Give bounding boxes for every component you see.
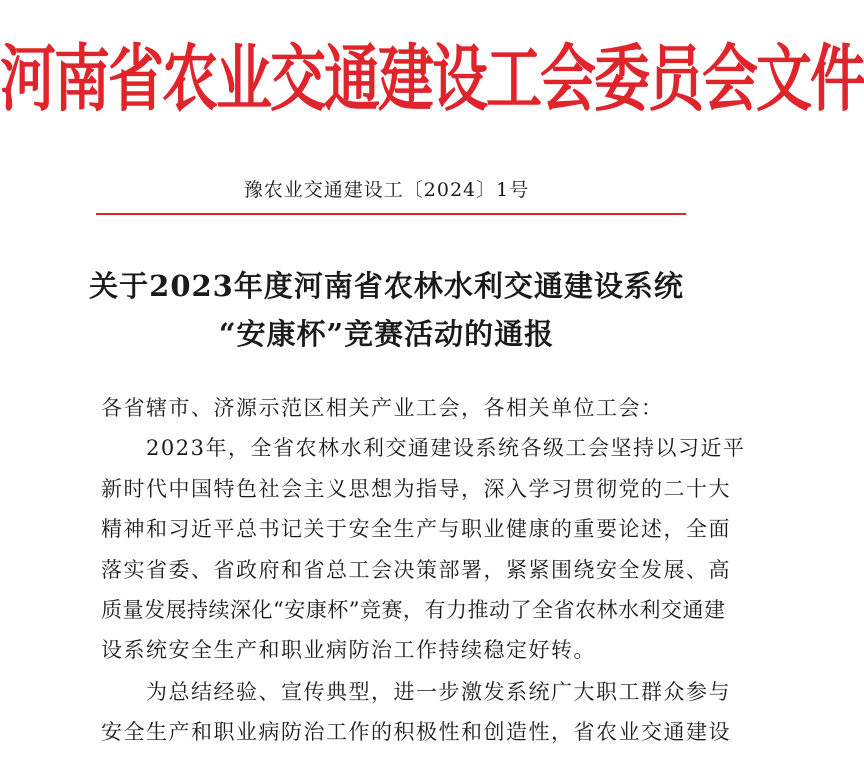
body-line: 精神和习近平总书记关于安全生产与职业健康的重要论述，全面 [101,517,731,541]
body-line: 新时代中国特色社会主义思想为指导，深入学习贯彻党的二十大 [101,477,731,501]
salutation: 各省辖市、济源示范区相关产业工会，各相关单位工会： [101,396,664,420]
document-title-line-2: “安康杯”竞赛活动的通报 [218,317,555,351]
masthead-title: 河南省农业交通建设工会委员会文件 [0,37,864,123]
body-line: 安全生产和职业病防治工作的积极性和创造性，省农业交通建设 [101,720,731,744]
body-line: 质量发展持续深化“安康杯”竞赛，有力推动了全省农林水利交通建 [101,598,726,622]
body-line: 设系统安全生产和职业病防治工作持续稳定好转。 [101,638,596,662]
body-line: 落实省委、省政府和省总工会决策部署，紧紧围绕安全发展、高 [101,558,731,582]
document-number: 豫农业交通建设工〔2024〕1号 [243,179,530,201]
body-line: 2023年，全省农林水利交通建设系统各级工会坚持以习近平 [101,436,746,460]
body-line: 为总结经验、宣传典型，进一步激发系统广大职工群众参与 [101,680,731,704]
document-title-line-1: 关于2023年度河南省农林水利交通建设系统 [89,269,684,303]
red-divider-line [96,213,686,215]
